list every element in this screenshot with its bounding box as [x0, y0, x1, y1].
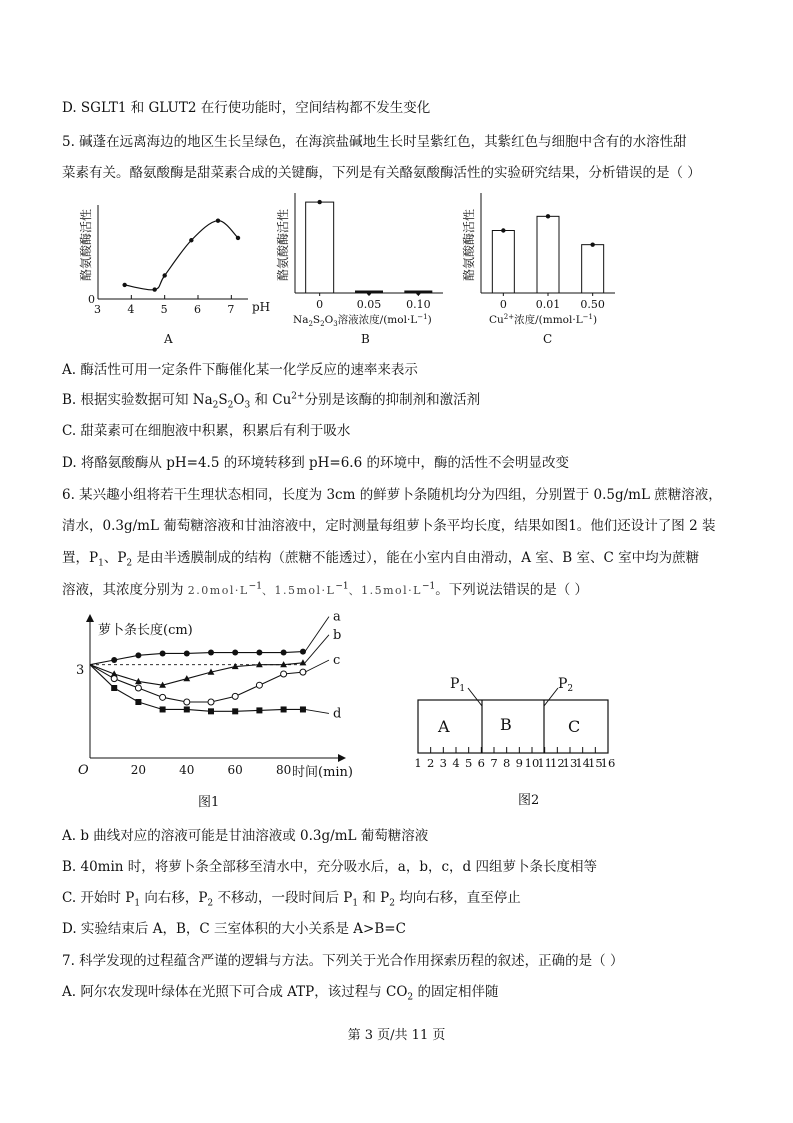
figure-1-series-c-point: [232, 693, 238, 699]
figure-1-caption: 图1: [198, 795, 220, 810]
figure-1-xtick-label: 60: [227, 763, 243, 777]
question-6-stem-line-1: 6. 某兴趣小组将若干生理状态相同，长度为 3cm 的鲜萝卜条随机均分为四组，分别置于 0.5g/mL 蔗糖溶液，: [62, 487, 722, 503]
question-5-option-c: C. 甜菜素可在细胞液中积累，积累后有利于吸水: [62, 423, 351, 439]
figure-1-series-b-leader: [305, 635, 329, 663]
question-6-stem-line-2: 清水，0.3g/mL 葡萄糖溶液和甘油溶液中，定时测量每组萝卜条平均长度，结果如图1。他们还设计了图 2 装: [62, 518, 716, 534]
figure-c-xtick-label: 0.01: [535, 298, 561, 311]
figure-1-series-d-label: d: [332, 706, 342, 722]
figure-b-xlabel: $Na_2S_2O_3$溶液浓度$/(mol\cdot L^{-1})$: [293, 313, 432, 328]
figure-a-ph-chart: [68, 185, 278, 350]
figure-a-xtick-label: 6: [194, 303, 201, 316]
figure-1-series-c-point: [281, 671, 287, 677]
figure-b-xtick-label: 0.10: [406, 298, 431, 311]
figure-1-series-d-point: [208, 708, 214, 714]
question-6-stem-line-3: 置，$P_1$、$P_2$ 是由半透膜制成的结构（蔗糖不能透过），能在小室内自由滑动，A 室、B 室、C 室中均为蔗糖: [62, 550, 700, 569]
figure-b-na2s2o3-chart: [265, 185, 455, 350]
figure-1-series-c-point: [208, 699, 214, 705]
figure-1-series-d-point: [160, 706, 166, 712]
figure-1-xtick-label: 80: [275, 763, 292, 777]
figure-c-ylabel: 酪氨酸酶活性: [462, 208, 476, 281]
figure-1-series-d: [90, 665, 303, 712]
figure-2-scale-label: 6: [477, 756, 485, 770]
question-6-option-d: D. 实验结束后 A，B，C 三室体积的大小关系是 A>B=C: [62, 921, 406, 937]
figure-1-series-c: [90, 665, 303, 702]
figure-a-activity-curve: [125, 221, 238, 290]
figure-a-xtick-label: 3: [94, 303, 101, 316]
figure-1-series-a-leader: [305, 617, 329, 652]
figure-1-ylabel: 萝卜条长度(cm): [98, 623, 193, 638]
page-footer: 第 3 页/共 11 页: [347, 1028, 446, 1043]
figure-2-room-c: C: [568, 717, 581, 736]
figure-1-series-a-point: [256, 650, 262, 656]
figure-2-apparatus: [410, 670, 630, 810]
figure-c-xtick-label: 0: [499, 298, 507, 311]
figure-1-series-a-label: a: [332, 609, 341, 625]
figure-c-caption: C: [543, 332, 553, 346]
figure-1-xtick-label: 20: [130, 763, 147, 777]
figure-1-xtick-label: 40: [179, 763, 195, 777]
figure-1-series-a-point: [208, 650, 214, 656]
figure-2-room-b: B: [500, 715, 512, 734]
figure-a-point: [216, 218, 220, 222]
figure-1-series-a-point: [111, 657, 117, 663]
question-5-stem-line-1: 5. 碱蓬在远离海边的地区生长呈绿色，在海滨盐碱地生长时呈紫红色，其紫红色与细胞中含有的水溶性甜: [62, 134, 687, 150]
figure-1-series-d-point: [256, 707, 262, 713]
figure-2-scale-label: 4: [452, 756, 460, 770]
figure-b-xtick-label: 0.05: [356, 298, 382, 311]
figure-1-series-a: [90, 652, 303, 665]
figure-c-cu-chart: [455, 185, 630, 350]
figure-1-series-a-point: [160, 650, 166, 656]
question-4-option-d: D. SGLT1 和 GLUT2 在行使功能时，空间结构都不发生变化: [62, 100, 431, 116]
figure-b-caption: B: [361, 332, 370, 346]
figure-a-xtick-label: 4: [127, 303, 135, 316]
figure-1-y3-label: 3: [76, 663, 85, 678]
figure-1-length-chart: [70, 608, 360, 813]
figure-2-scale-label: 11: [537, 756, 552, 770]
figure-2-scale-label: 8: [503, 756, 511, 770]
figure-1-series-c-point: [256, 682, 262, 688]
figure-a-point: [162, 273, 166, 277]
figure-2-scale-label: 1: [414, 756, 422, 770]
question-6-stem-line-4: 溶液，其浓度分别为 $2.0mol\cdot L^{-1}$、$1.5mol\cdot L^{-1}$、$1.5mol\cdot L^{-1}$。下列说法错误的是（ ）: [62, 581, 589, 598]
figure-2-scale-label: 3: [439, 756, 447, 770]
figure-b-bar: [306, 202, 334, 293]
question-5-option-b: B. 根据实验数据可知 $Na_2S_2O_3$ 和 $Cu^{2+}$分别是该酶的抑制剂和激活剂: [62, 391, 481, 411]
figure-2-caption: 图2: [518, 793, 540, 808]
figure-c-bar-point: [546, 214, 550, 218]
figure-a-point: [152, 287, 156, 291]
figure-a-xtick-label: 5: [160, 303, 168, 316]
question-7-stem: 7. 科学发现的过程蕴含严谨的逻辑与方法。下列关于光合作用探索历程的叙述，正确的是（ ）: [62, 953, 624, 969]
figure-1-series-a-point: [184, 650, 190, 656]
question-5-stem-line-2: 菜素有关。酪氨酸酶是甜菜素合成的关键酶，下列是有关酪氨酸酶活性的实验研究结果，分析错误的是（ ）: [62, 165, 701, 181]
question-6-option-c: C. 开始时 $P_1$ 向右移，$P_2$ 不移动，一段时间后 $P_1$ 和 $P_2$ 均向右移，直至停止: [62, 890, 521, 909]
figure-a-point: [122, 283, 126, 287]
figure-1-series-c-point: [184, 699, 190, 705]
figure-2-scale-label: 7: [490, 756, 498, 770]
figure-a-point: [189, 238, 193, 242]
figure-1-series-a-point: [281, 650, 287, 656]
figure-2-scale-label: 2: [427, 756, 435, 770]
figure-2-scale-label: 12: [550, 756, 565, 770]
figure-1-series-a-point: [232, 650, 238, 656]
figure-1-series-a-point: [135, 652, 141, 658]
question-5-option-a: A. 酶活性可用一定条件下酶催化某一化学反应的速率来表示: [62, 362, 418, 378]
figure-b-xtick-label: 0: [316, 298, 324, 311]
figure-1-origin: O: [78, 763, 89, 778]
figure-a-ylabel: 酪氨酸酶活性: [79, 208, 93, 281]
figure-a-xunit: pH: [252, 300, 271, 314]
figure-c-bar: [492, 231, 514, 294]
figure-1-series-d-point: [135, 699, 141, 705]
figure-2-scale-label: 16: [600, 756, 616, 770]
figure-c-bar: [582, 245, 604, 293]
figure-1-series-d-point: [232, 708, 238, 714]
figure-2-scale-label: 15: [588, 756, 603, 770]
figure-1-series-c-leader: [305, 660, 329, 672]
figure-2-scale-label: 5: [465, 756, 473, 770]
figure-2-scale-label: 13: [562, 756, 578, 770]
question-6-option-a: A. b 曲线对应的溶液可能是甘油溶液或 0.3g/mL 葡萄糖溶液: [62, 828, 429, 844]
figure-2-scale-label: 14: [575, 756, 590, 770]
figure-c-bar: [537, 216, 559, 293]
figure-1-xlabel: 时间(min): [292, 765, 354, 780]
figure-c-xlabel: $Cu^{2+}$浓度$/(mmol\cdot L^{-1})$: [489, 313, 598, 326]
figure-2-scale-label: 9: [515, 756, 523, 770]
figure-a-xtick-label: 7: [227, 303, 235, 316]
figure-1-series-d-leader: [305, 709, 329, 713]
figure-1-series-c-point: [111, 676, 117, 682]
figure-a-yzero: 0: [88, 293, 95, 306]
figure-1-series-d-point: [111, 685, 117, 691]
figure-2-p2-label: $P_2$: [558, 676, 574, 694]
figure-1-series-c-label: c: [332, 653, 341, 669]
figure-1-series-d-point: [184, 706, 190, 712]
figure-2-scale-label: 10: [524, 756, 540, 770]
figure-b-ylabel: 酪氨酸酶活性: [276, 208, 290, 281]
figure-c-bar-point: [501, 228, 505, 232]
question-5-option-d: D. 将酪氨酸酶从 pH=4.5 的环境转移到 pH=6.6 的环境中，酶的活性不会明显改变: [62, 455, 569, 471]
figure-a-point: [236, 236, 240, 240]
figure-1-series-b-label: b: [332, 627, 342, 643]
question-7-option-a: A. 阿尔农发现叶绿体在光照下可合成 ATP，该过程与 $CO_2$ 的固定相伴随: [62, 984, 499, 1003]
figure-c-bar-point: [590, 242, 594, 246]
question-6-option-b: B. 40min 时，将萝卜条全部移至清水中，充分吸水后，a，b，c，d 四组萝卜条长度相等: [62, 859, 597, 875]
figure-c-xtick-label: 0.50: [580, 298, 605, 311]
figure-a-caption: A: [164, 332, 173, 346]
figure-1-series-c-point: [160, 694, 166, 700]
figure-2-p1-label: $P_1$: [450, 676, 466, 694]
figure-b-bar-point: [317, 200, 321, 204]
figure-1-series-d-point: [281, 706, 287, 712]
figure-1-series-c-point: [135, 685, 141, 691]
figure-2-room-a: A: [438, 717, 450, 736]
